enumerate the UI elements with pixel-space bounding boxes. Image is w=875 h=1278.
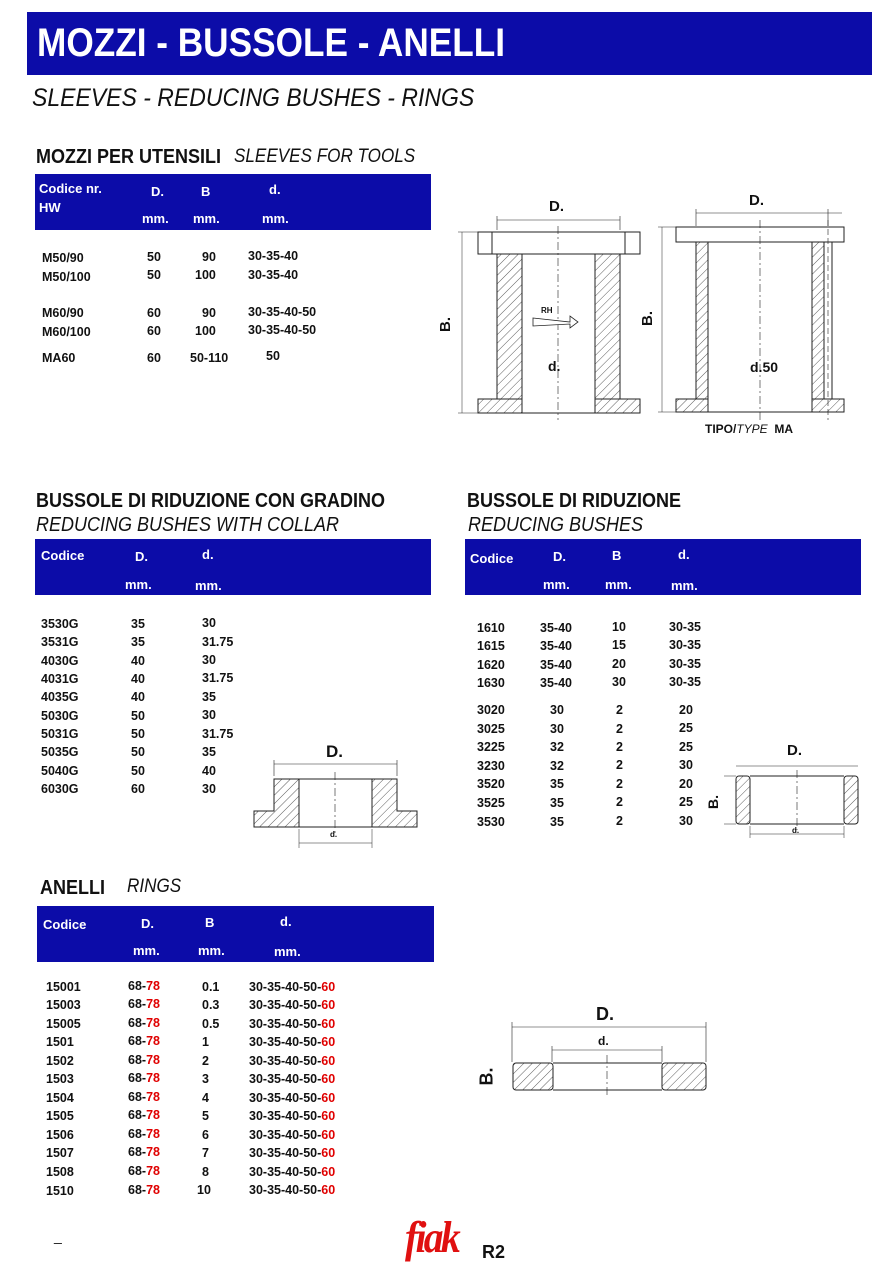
row-d: 30-35-40-50-60 xyxy=(249,1183,336,1197)
row-B: 100 xyxy=(195,268,216,282)
row-d: 30-35-40-50-60 xyxy=(249,980,336,994)
col-D: D. xyxy=(151,184,164,199)
col-code-hw: HW xyxy=(39,200,61,215)
row-d: 25 xyxy=(679,721,693,735)
row-D: 40 xyxy=(131,654,145,668)
row-d: 20 xyxy=(679,777,693,791)
row-code: 3530 xyxy=(477,815,505,829)
type-code: MA xyxy=(774,422,794,436)
row-d: 20 xyxy=(679,703,693,717)
ring-d-label: d. xyxy=(598,1034,609,1048)
row-d: 30-35 xyxy=(669,638,701,652)
row-B: 20 xyxy=(612,657,626,671)
row-d: 30 xyxy=(679,814,693,828)
collar-title-it: BUSSOLE DI RIDUZIONE CON GRADINO xyxy=(36,490,386,512)
row-D: 68-78 xyxy=(128,1164,160,1178)
row-D: 32 xyxy=(550,759,564,773)
row-B: 1 xyxy=(202,1035,209,1049)
row-code: 1630 xyxy=(477,676,505,690)
row-B: 90 xyxy=(202,306,216,320)
row-d: 40 xyxy=(202,764,216,778)
col-code: Codice xyxy=(470,551,514,566)
row-code: 4035G xyxy=(41,690,79,704)
rings-table-header xyxy=(37,906,434,962)
row-code: 1507 xyxy=(46,1146,74,1160)
row-d: 30-35-40-50-60 xyxy=(249,1072,336,1086)
row-B: 2 xyxy=(616,758,623,772)
col-B: B xyxy=(612,548,622,563)
bush-D-label: D. xyxy=(787,742,802,759)
col-code: Codice nr. xyxy=(39,181,102,196)
row-d: 30-35-40-50-60 xyxy=(249,1109,336,1123)
row-code: 3531G xyxy=(41,635,79,649)
row-code: M50/90 xyxy=(42,251,84,265)
row-D: 50 xyxy=(131,745,145,759)
sleeve-ma-d-label: d.50 xyxy=(750,359,779,375)
sleeve-d-label: d. xyxy=(548,358,561,374)
row-B: 10 xyxy=(197,1183,211,1197)
sleeves-title-en: SLEEVES FOR TOOLS xyxy=(234,146,416,167)
row-D: 68-78 xyxy=(128,1053,160,1067)
row-d: 30-35-40-50-60 xyxy=(249,1091,336,1105)
row-d: 30-35-40-50-60 xyxy=(249,1165,336,1179)
bushes-title-it: BUSSOLE DI RIDUZIONE xyxy=(467,490,682,512)
col-d: d. xyxy=(678,547,690,562)
row-B: 6 xyxy=(202,1128,209,1142)
row-code: 3230 xyxy=(477,759,505,773)
col-B-unit: mm. xyxy=(605,577,632,592)
row-code: M60/100 xyxy=(42,325,91,339)
row-D: 68-78 xyxy=(128,1145,160,1159)
row-code: 15003 xyxy=(46,998,81,1012)
row-d: 30 xyxy=(202,782,216,796)
row-B: 15 xyxy=(612,638,626,652)
row-d: 31.75 xyxy=(202,671,234,685)
col-d: d. xyxy=(280,914,292,929)
row-B: 8 xyxy=(202,1165,209,1179)
row-code: M60/90 xyxy=(42,306,84,320)
col-B-unit: mm. xyxy=(193,211,220,226)
bushes-title-en: REDUCING BUSHES xyxy=(468,514,644,536)
row-code: 1506 xyxy=(46,1128,74,1142)
page-subtitle: SLEEVES - REDUCING BUSHES - RINGS xyxy=(32,84,475,112)
row-D: 68-78 xyxy=(128,1071,160,1085)
rings-title-en: RINGS xyxy=(127,876,182,897)
row-D: 30 xyxy=(550,703,564,717)
row-d: 30-35-40-50-60 xyxy=(249,1128,336,1142)
row-d: 30-35-40-50-60 xyxy=(249,1017,336,1031)
row-d: 30 xyxy=(202,616,216,630)
row-D: 60 xyxy=(147,306,161,320)
row-d: 35 xyxy=(202,690,216,704)
ring-B-label: B. xyxy=(476,1067,497,1086)
row-code: 3530G xyxy=(41,617,79,631)
row-D: 35-40 xyxy=(540,676,572,690)
row-B: 0.1 xyxy=(202,980,220,994)
row-d: 30 xyxy=(202,653,216,667)
row-B: 50-110 xyxy=(190,351,229,365)
row-code: 3525 xyxy=(477,796,505,810)
bushes-table-header xyxy=(465,539,861,595)
row-code: MA60 xyxy=(42,351,76,365)
sleeve-B-label: B. xyxy=(437,317,454,332)
row-d: 30-35 xyxy=(669,675,701,689)
sleeve-ma-B-label: B. xyxy=(639,311,656,326)
row-d: 30 xyxy=(679,758,693,772)
row-D: 68-78 xyxy=(128,1016,160,1030)
rh-label: RH xyxy=(541,306,553,315)
row-D: 35 xyxy=(131,617,145,631)
row-code: 1620 xyxy=(477,658,505,672)
row-B: 2 xyxy=(616,740,623,754)
col-d-unit: mm. xyxy=(262,211,289,226)
row-D: 35 xyxy=(550,777,564,791)
row-code: 5030G xyxy=(41,709,79,723)
row-D: 35-40 xyxy=(540,658,572,672)
type-ma-caption xyxy=(705,422,793,436)
collar-title-en: REDUCING BUSHES WITH COLLAR xyxy=(36,514,340,536)
collar-d-label: d. xyxy=(330,830,338,839)
row-B: 10 xyxy=(612,620,626,634)
collar-table-header xyxy=(35,539,431,595)
row-D: 35 xyxy=(550,796,564,810)
row-D: 35 xyxy=(550,815,564,829)
row-D: 68-78 xyxy=(128,1034,160,1048)
type-label-it: TIPO/ xyxy=(705,422,737,436)
row-d: 30-35 xyxy=(669,657,701,671)
row-d: 35 xyxy=(202,745,216,759)
collar-D-label: D. xyxy=(326,742,343,761)
row-d: 30 xyxy=(202,708,216,722)
row-code: 5040G xyxy=(41,764,79,778)
col-code: Codice xyxy=(43,917,87,932)
row-B: 100 xyxy=(195,324,216,338)
row-code: 15001 xyxy=(46,980,81,994)
row-D: 60 xyxy=(147,324,161,338)
row-B: 2 xyxy=(616,703,623,717)
col-D-unit: mm. xyxy=(125,577,152,592)
sleeve-ma-section xyxy=(658,209,844,420)
row-d: 30-35-40-50-60 xyxy=(249,998,336,1012)
row-code: 1610 xyxy=(477,621,505,635)
row-D: 32 xyxy=(550,740,564,754)
row-D: 60 xyxy=(147,351,161,365)
row-code: 5035G xyxy=(41,745,79,759)
row-d: 30-35-40-50-60 xyxy=(249,1035,336,1049)
row-D: 50 xyxy=(131,709,145,723)
row-code: 4031G xyxy=(41,672,79,686)
col-code: Codice xyxy=(41,548,85,563)
row-D: 68-78 xyxy=(128,1090,160,1104)
ring-D-label: D. xyxy=(596,1004,614,1024)
row-B: 2 xyxy=(616,795,623,809)
rings-title-it: ANELLI xyxy=(40,877,105,899)
row-D: 60 xyxy=(131,782,145,796)
row-D: 40 xyxy=(131,690,145,704)
row-code: 5031G xyxy=(41,727,79,741)
col-D: D. xyxy=(135,549,148,564)
col-B: B xyxy=(201,184,211,199)
row-code: 4030G xyxy=(41,654,79,668)
col-d-unit: mm. xyxy=(274,944,301,959)
row-B: 2 xyxy=(202,1054,209,1068)
row-d: 30-35-40-50-60 xyxy=(249,1146,336,1160)
row-code: 1501 xyxy=(46,1035,74,1049)
row-D: 68-78 xyxy=(128,1183,160,1197)
row-D: 40 xyxy=(131,672,145,686)
row-code: 1502 xyxy=(46,1054,74,1068)
sleeve-section xyxy=(458,216,640,420)
row-B: 7 xyxy=(202,1146,209,1160)
col-D: D. xyxy=(553,549,566,564)
row-d: 50 xyxy=(266,349,280,363)
row-D: 68-78 xyxy=(128,1108,160,1122)
row-D: 50 xyxy=(147,250,161,264)
col-d-unit: mm. xyxy=(671,578,698,593)
row-code: M50/100 xyxy=(42,270,91,284)
row-B: 0.5 xyxy=(202,1017,220,1031)
row-B: 3 xyxy=(202,1072,209,1086)
col-B-unit: mm. xyxy=(198,943,225,958)
row-code: 3225 xyxy=(477,740,505,754)
col-D-unit: mm. xyxy=(133,943,160,958)
col-d-unit: mm. xyxy=(195,578,222,593)
row-B: 4 xyxy=(202,1091,209,1105)
row-code: 3520 xyxy=(477,777,505,791)
row-code: 6030G xyxy=(41,782,79,796)
footer-mark: _ xyxy=(54,1228,62,1244)
row-d: 30-35-40-50 xyxy=(248,305,317,319)
ring-section xyxy=(512,1022,706,1098)
row-code: 1615 xyxy=(477,639,505,653)
row-d: 30-35 xyxy=(669,620,701,634)
row-d: 31.75 xyxy=(202,635,234,649)
row-D: 50 xyxy=(131,764,145,778)
row-d: 31.75 xyxy=(202,727,234,741)
sleeves-title-it: MOZZI PER UTENSILI xyxy=(36,146,222,168)
bush-B-label: B. xyxy=(705,795,721,809)
row-d: 30-35-40 xyxy=(248,268,299,282)
col-D-unit: mm. xyxy=(543,577,570,592)
row-B: 2 xyxy=(616,814,623,828)
row-d: 30-35-40-50-60 xyxy=(249,1054,336,1068)
row-d: 30-35-40-50 xyxy=(248,323,317,337)
row-code: 1510 xyxy=(46,1184,74,1198)
row-D: 68-78 xyxy=(128,997,160,1011)
col-D: D. xyxy=(141,916,154,931)
row-B: 2 xyxy=(616,722,623,736)
row-D: 50 xyxy=(147,268,161,282)
row-code: 1504 xyxy=(46,1091,74,1105)
col-B: B xyxy=(205,915,215,930)
row-B: 5 xyxy=(202,1109,209,1123)
row-D: 35-40 xyxy=(540,621,572,635)
row-D: 35-40 xyxy=(540,639,572,653)
type-label-en: TYPE xyxy=(736,422,768,436)
fiak-logo: fiak xyxy=(405,1213,459,1262)
row-d: 25 xyxy=(679,740,693,754)
revision-label: R2 xyxy=(482,1242,506,1262)
reducing-bush-section xyxy=(724,766,858,838)
bush-d-label: d. xyxy=(792,826,800,835)
row-code: 1503 xyxy=(46,1072,74,1086)
row-code: 1508 xyxy=(46,1165,74,1179)
row-d: 25 xyxy=(679,795,693,809)
col-d: d. xyxy=(202,547,214,562)
sleeve-ma-D-label: D. xyxy=(749,192,764,209)
row-code: 3020 xyxy=(477,703,505,717)
row-B: 0.3 xyxy=(202,998,220,1012)
row-B: 90 xyxy=(202,250,216,264)
row-B: 30 xyxy=(612,675,626,689)
row-D: 68-78 xyxy=(128,1127,160,1141)
row-d: 30-35-40 xyxy=(248,249,299,263)
col-D-unit: mm. xyxy=(142,211,169,226)
col-d: d. xyxy=(269,182,281,197)
page-title: MOZZI - BUSSOLE - ANELLI xyxy=(37,21,506,65)
row-code: 1505 xyxy=(46,1109,74,1123)
row-D: 35 xyxy=(131,635,145,649)
row-code: 15005 xyxy=(46,1017,81,1031)
row-code: 3025 xyxy=(477,722,505,736)
sleeve-D-label: D. xyxy=(549,198,564,215)
row-D: 68-78 xyxy=(128,979,160,993)
row-D: 50 xyxy=(131,727,145,741)
row-B: 2 xyxy=(616,777,623,791)
row-D: 30 xyxy=(550,722,564,736)
